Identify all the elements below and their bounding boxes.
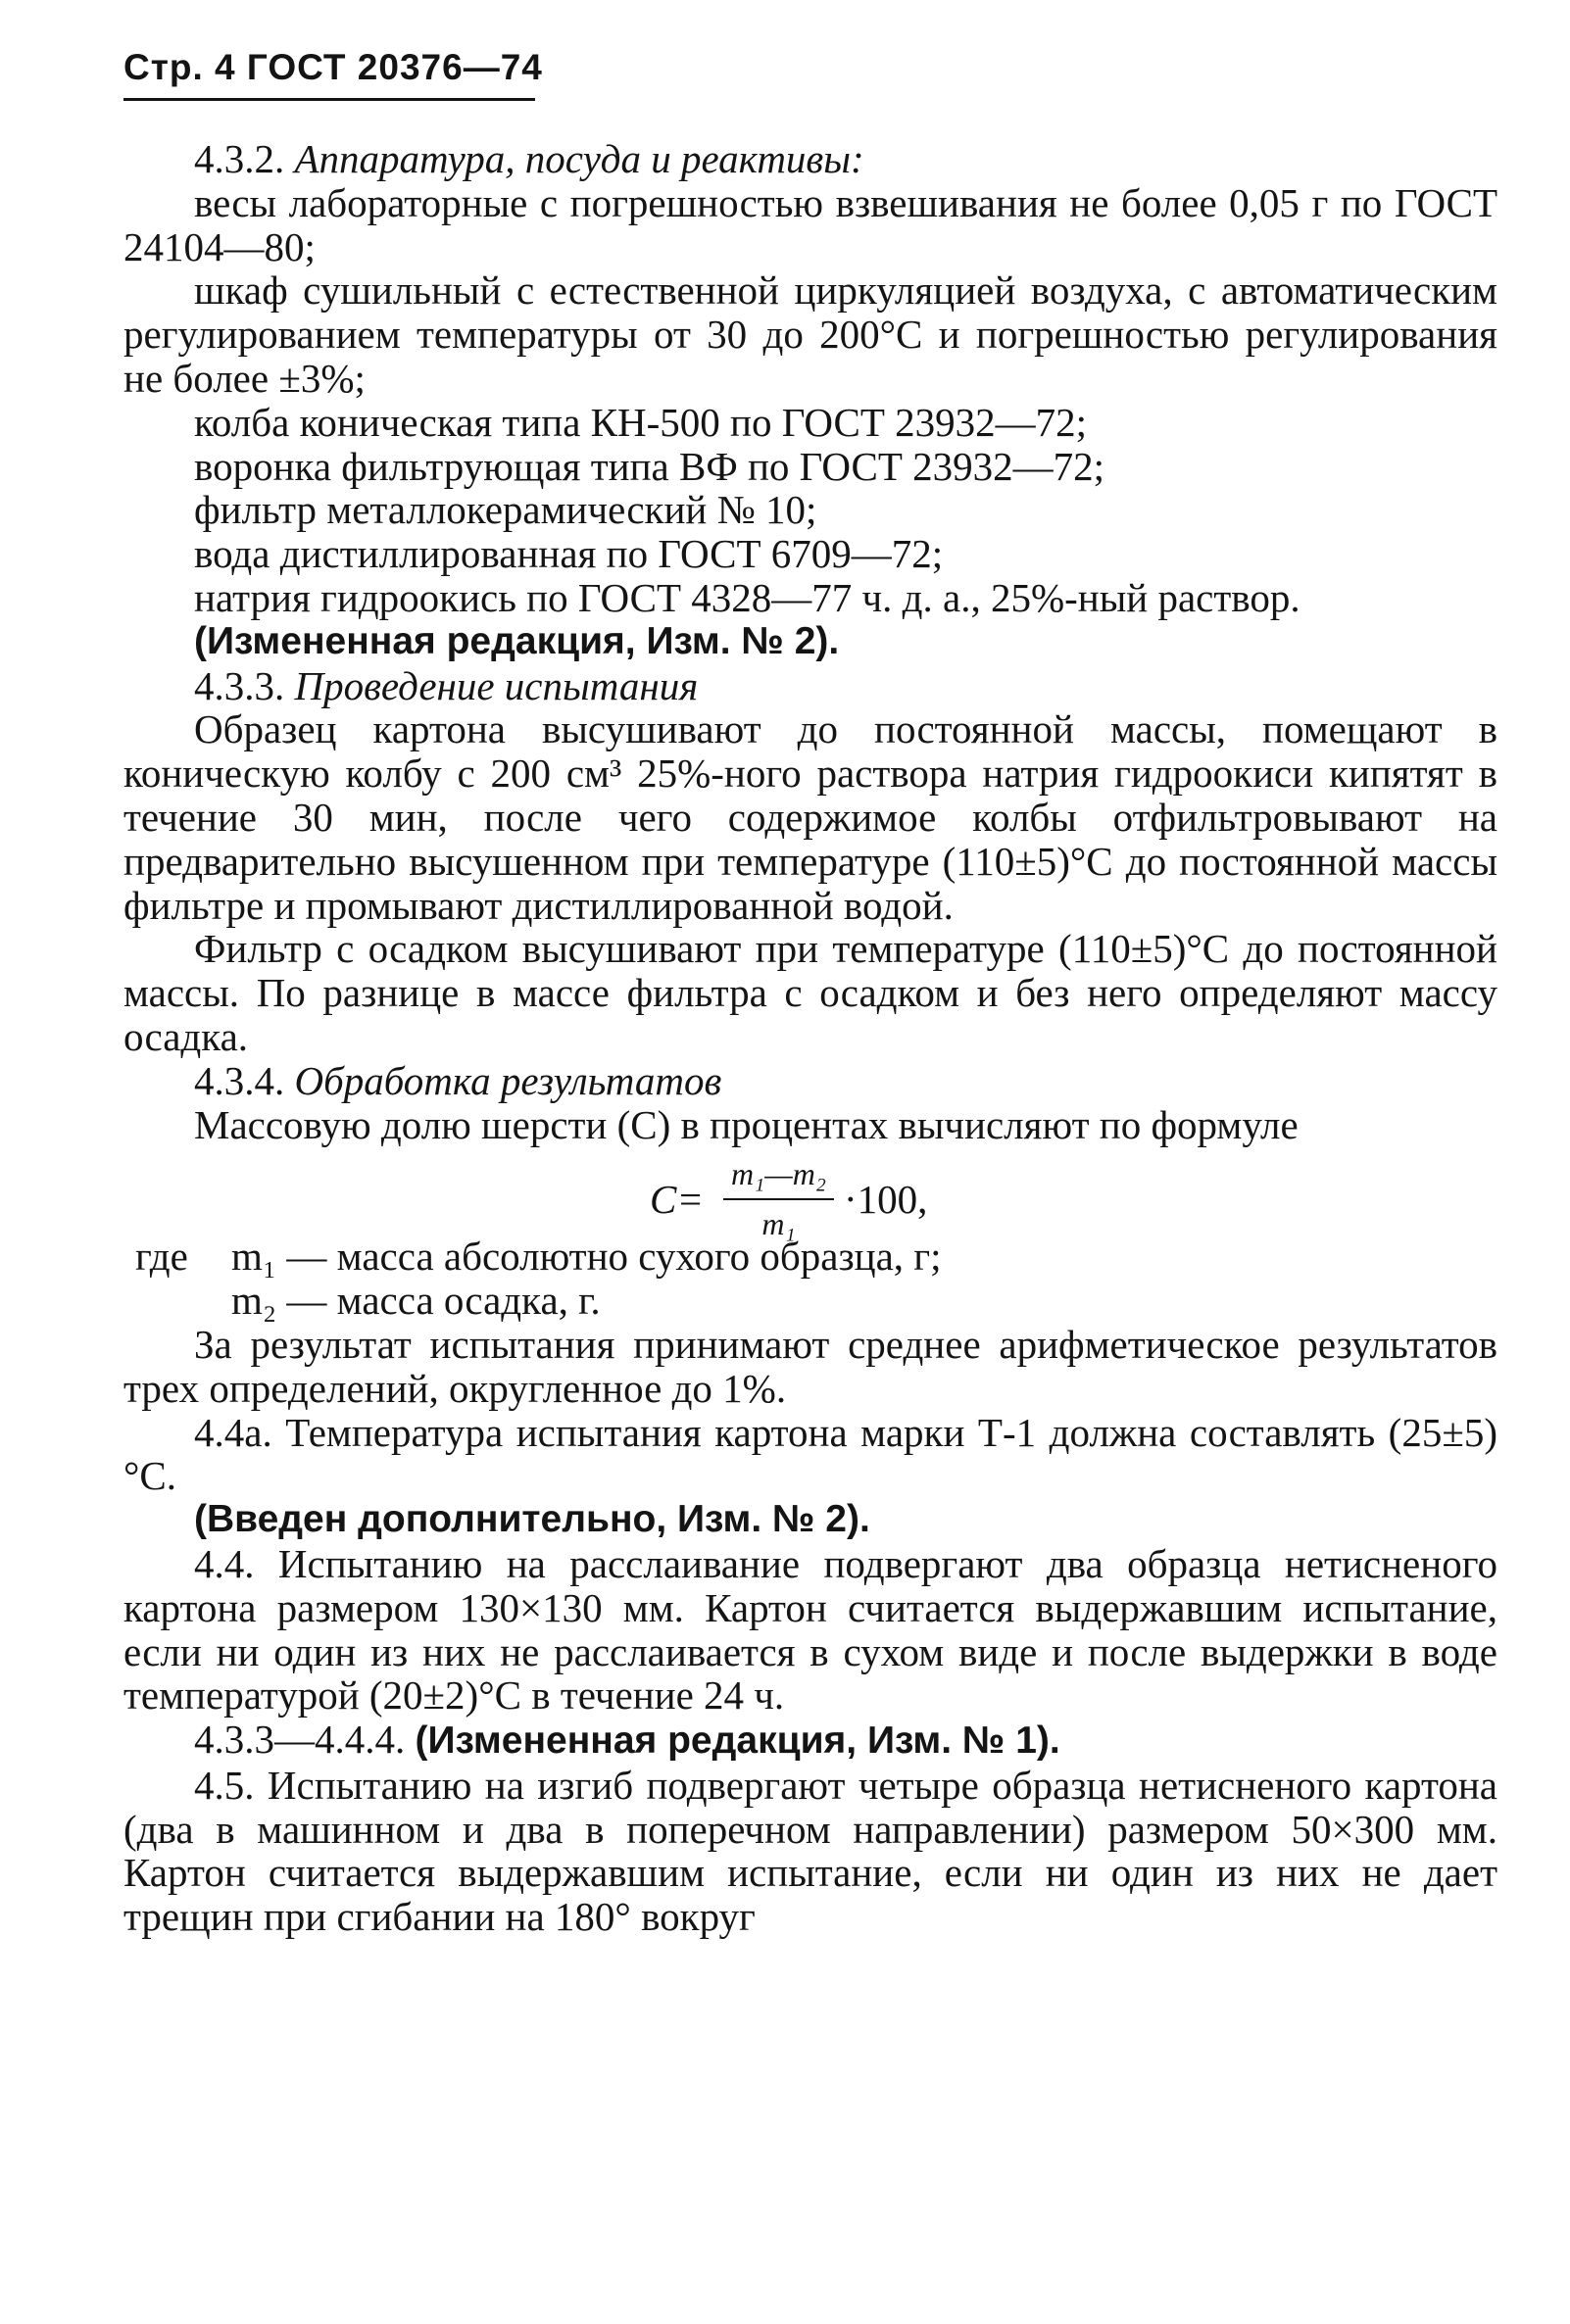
paragraph: За результат испытания принимают среднее арифметическое результатов трех определений, округленное до 1%. — [123, 1321, 1497, 1411]
paragraph: Массовую долю шерсти (С) в процентах вычисляют по формуле — [194, 1101, 1299, 1147]
document-body — [123, 137, 1497, 1939]
paragraph: шкаф сушильный с естественной циркуляцией воздуха, с автоматическим регулированием температуры от 30 до 200°С и погрешностью регулирования не более ±3%; — [123, 267, 1497, 401]
formula-fraction — [723, 1152, 834, 1246]
formula-rhs: ·100, — [843, 1176, 928, 1222]
paragraph: 4.5. Испытанию на изгиб подвергают четыре образца нетисненого картона (два в машинном и два в поперечном направлении) размером 50×300 мм. Картон считается выдержавшим испытание, если ни один из них не дает трещин при сгибании на 180° вокруг — [123, 1762, 1497, 1940]
amendment-note: (Введен дополнительно, Изм. № 2). — [194, 1498, 870, 1541]
formula — [123, 1146, 1497, 1242]
paragraph: натрия гидроокись по ГОСТ 4328—77 ч. д. а., 25%-ный раствор. — [194, 574, 1300, 620]
header-rule — [123, 98, 535, 101]
paragraph: Фильтр с осадком высушивают при температуре (110±5)°С до постоянной массы. По разнице в массе фильтра с осадком и без него определяют массу осадка. — [123, 926, 1497, 1059]
paragraph: 4.4. Испытанию на расслаивание подвергают два образца нетисненого картона размером 130×130 мм. Картон считается выдержавшим испытание, если ни один из них не расслаивается в сухом виде и после выдержки в воде температурой (20±2)°С в течение 24 ч. — [123, 1540, 1497, 1719]
section-4-3-2-heading: 4.3.2. Аппаратура, посуда и реактивы: — [194, 136, 864, 181]
page-header: Стр. 4 ГОСТ 20376—74 — [123, 47, 543, 87]
variable-m2: m₂ — масса осадка, г. — [231, 1278, 601, 1324]
variable-m1: m₁ — масса абсолютно сухого образца, г; — [231, 1234, 942, 1280]
paragraph: вода дистиллированная по ГОСТ 6709—72; — [194, 531, 944, 577]
paragraph: колба коническая типа КН-500 по ГОСТ 23932—72; — [194, 399, 1088, 445]
section-4-3-4-heading: 4.3.4. Обработка результатов — [194, 1057, 722, 1103]
paragraph: Образец картона высушивают до постоянной массы, помещают в коническую колбу с 200 см³ 25%-ного раствора натрия гидроокиси кипятят в течение 30 мин, после чего содержимое колбы отфильтровывают на предварительно высушенном при температуре (110±5)°С до постоянной массы фильтре и промывают дистиллированной водой. — [123, 706, 1497, 928]
section-4-3-3-heading: 4.3.3. Проведение испытания — [194, 662, 699, 708]
formula-numerator: m₁—m₂ — [723, 1152, 834, 1200]
formula-lhs: C= — [650, 1176, 705, 1222]
amendment-line: 4.3.3—4.4.4. (Измененная редакция, Изм. № 1). — [194, 1717, 1060, 1763]
formula-denominator: m₁ — [761, 1206, 796, 1242]
paragraph: воронка фильтрующая типа ВФ по ГОСТ 23932—72; — [194, 443, 1105, 489]
where-label: где — [135, 1234, 188, 1280]
amendment-note: (Измененная редакция, Изм. № 2). — [194, 619, 840, 662]
paragraph: весы лабораторные с погрешностью взвешивания не более 0,05 г по ГОСТ 24104—80; — [123, 179, 1497, 269]
paragraph: фильтр металлокерамический № 10; — [194, 487, 817, 533]
paragraph: 4.4а. Температура испытания картона марки Т-1 должна составлять (25±5)°С. — [123, 1409, 1497, 1499]
